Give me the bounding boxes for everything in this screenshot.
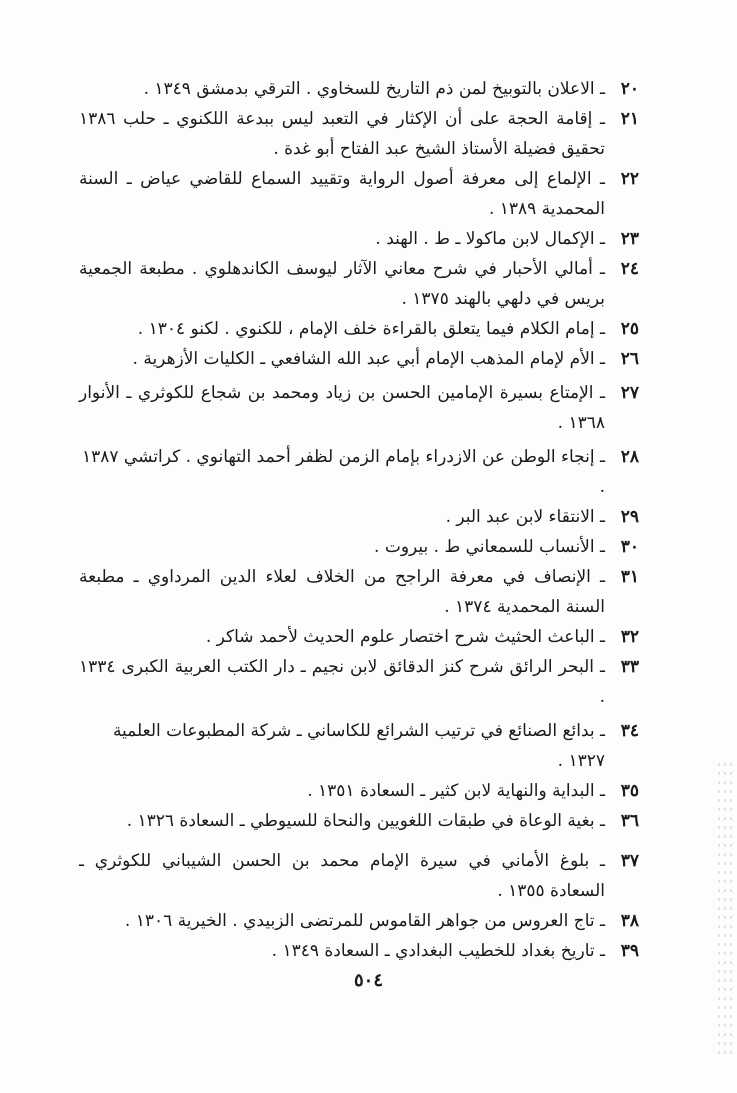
bibliography-entry xyxy=(79,532,639,562)
entry-number: ٢٦ xyxy=(620,349,639,369)
entry-text: ـ الأنساب للسمعاني ط . بيروت . xyxy=(374,537,605,557)
entry-number: ٣٨ xyxy=(620,911,639,931)
bibliography-entry xyxy=(79,776,639,806)
entry-text: ـ الانتقاء لابن عبد البر . xyxy=(445,507,605,527)
entry-number: ٢٠ xyxy=(620,79,639,99)
entry-text: ـ البحر الرائق شرح كنز الدقائق لابن نجيم ـ دار الكتب العربية الكبرى ١٣٣٤ . xyxy=(79,657,605,707)
entry-text: ـ الإنصاف في معرفة الراجح من الخلاف لعلاء الدين المرداوي ـ مطبعة السنة المحمدية ١٣٧٤ . xyxy=(79,567,605,617)
entry-number: ٢١ xyxy=(620,109,639,129)
bibliography-entry xyxy=(79,164,639,224)
bibliography-entry xyxy=(79,344,639,374)
entry-number: ٢٩ xyxy=(620,507,639,527)
bibliography-entry xyxy=(79,74,639,104)
entry-text: ـ الإمتاع بسيرة الإمامين الحسن بن زياد ومحمد بن شجاع للكوثري ـ الأنوار ١٣٦٨ . xyxy=(79,383,605,433)
bibliography-list xyxy=(79,74,639,966)
bibliography-entry xyxy=(79,846,639,906)
entry-text: ـ إقامة الحجة على أن الإكثار في التعبد ليس ببدعة اللكنوي ـ حلب ١٣٨٦ تحقيق فضيلة الأستاذ الشيخ عبد الفتاح أبو غدة . xyxy=(79,109,605,159)
entry-text: ـ إنجاء الوطن عن الازدراء بإمام الزمن لظفر أحمد التهانوي . كراتشي ١٣٨٧ . xyxy=(82,447,605,497)
bibliography-entry xyxy=(79,314,639,344)
page-number: ٥٠٤ xyxy=(353,970,383,991)
entry-number: ٣٠ xyxy=(620,537,639,557)
entry-number: ٣٩ xyxy=(620,941,639,961)
entry-text: ـ تاريخ بغداد للخطيب البغدادي ـ السعادة ١٣٤٩ . xyxy=(271,941,605,961)
entry-text: ـ إمام الكلام فيما يتعلق بالقراءة خلف الإمام ، للكنوي . لكنو ١٣٠٤ . xyxy=(137,319,605,339)
scan-noise xyxy=(716,760,732,1060)
bibliography-entry xyxy=(79,562,639,622)
bibliography-entry xyxy=(79,906,639,936)
bibliography-entry xyxy=(79,622,639,652)
entry-text: ـ الباعث الحثيث شرح اختصار علوم الحديث لأحمد شاكر . xyxy=(205,627,605,647)
bibliography-entry xyxy=(79,224,639,254)
bibliography-entry xyxy=(79,652,639,712)
entry-number: ٣٣ xyxy=(620,657,639,677)
entry-number: ٢٧ xyxy=(620,383,639,403)
entry-number: ٣٢ xyxy=(620,627,639,647)
entry-number: ٣٧ xyxy=(620,851,639,871)
entry-text: ـ بلوغ الأماني في سيرة الإمام محمد بن الحسن الشيباني للكوثري ـ السعادة ١٣٥٥ . xyxy=(79,851,605,901)
bibliography-entry xyxy=(79,716,639,776)
entry-text: ـ تاج العروس من جواهر القاموس للمرتضى الزبيدي . الخيرية ١٣٠٦ . xyxy=(124,911,605,931)
entry-number: ٣٤ xyxy=(620,721,639,741)
entry-number: ٢٤ xyxy=(620,259,639,279)
bibliography-entry xyxy=(79,806,639,836)
bibliography-entry xyxy=(79,442,639,502)
bibliography-entry xyxy=(79,502,639,532)
bibliography-entry xyxy=(79,254,639,314)
entry-text: ـ الأم لإمام المذهب الإمام أبي عبد الله الشافعي ـ الكليات الأزهرية . xyxy=(132,349,605,369)
entry-number: ٢٣ xyxy=(620,229,639,249)
entry-number: ٢٥ xyxy=(620,319,639,339)
entry-text: ـ الإكمال لابن ماكولا ـ ط . الهند . xyxy=(375,229,605,249)
entry-number: ٢٢ xyxy=(620,169,639,189)
bibliography-entry xyxy=(79,378,639,438)
entry-number: ٢٨ xyxy=(620,447,639,467)
entry-text: ـ بغية الوعاة في طبقات اللغويين والنحاة للسيوطي ـ السعادة ١٣٢٦ . xyxy=(126,811,605,831)
entry-text: ـ بدائع الصنائع في ترتيب الشرائع للكاساني ـ شركة المطبوعات العلمية ١٣٢٧ . xyxy=(112,721,605,771)
entry-number: ٣١ xyxy=(620,567,639,587)
entry-number: ٣٦ xyxy=(620,811,639,831)
bibliography-entry xyxy=(79,104,639,164)
entry-text: ـ الاعلان بالتوبيخ لمن ذم التاريخ للسخاوي . الترقي بدمشق ١٣٤٩ . xyxy=(143,79,605,99)
entry-text: ـ الإلماع إلى معرفة أصول الرواية وتقييد السماع للقاضي عياض ـ السنة المحمدية ١٣٨٩ . xyxy=(79,169,605,219)
entry-text: ـ البداية والنهاية لابن كثير ـ السعادة ١٣٥١ . xyxy=(307,781,605,801)
bibliography-entry xyxy=(79,936,639,966)
entry-number: ٣٥ xyxy=(620,781,639,801)
entry-text: ـ أمالي الأحبار في شرح معاني الآثار ليوسف الكاندهلوي . مطبعة الجمعية بريس في دلهي بالهند ١٣٧٥ . xyxy=(79,259,605,309)
